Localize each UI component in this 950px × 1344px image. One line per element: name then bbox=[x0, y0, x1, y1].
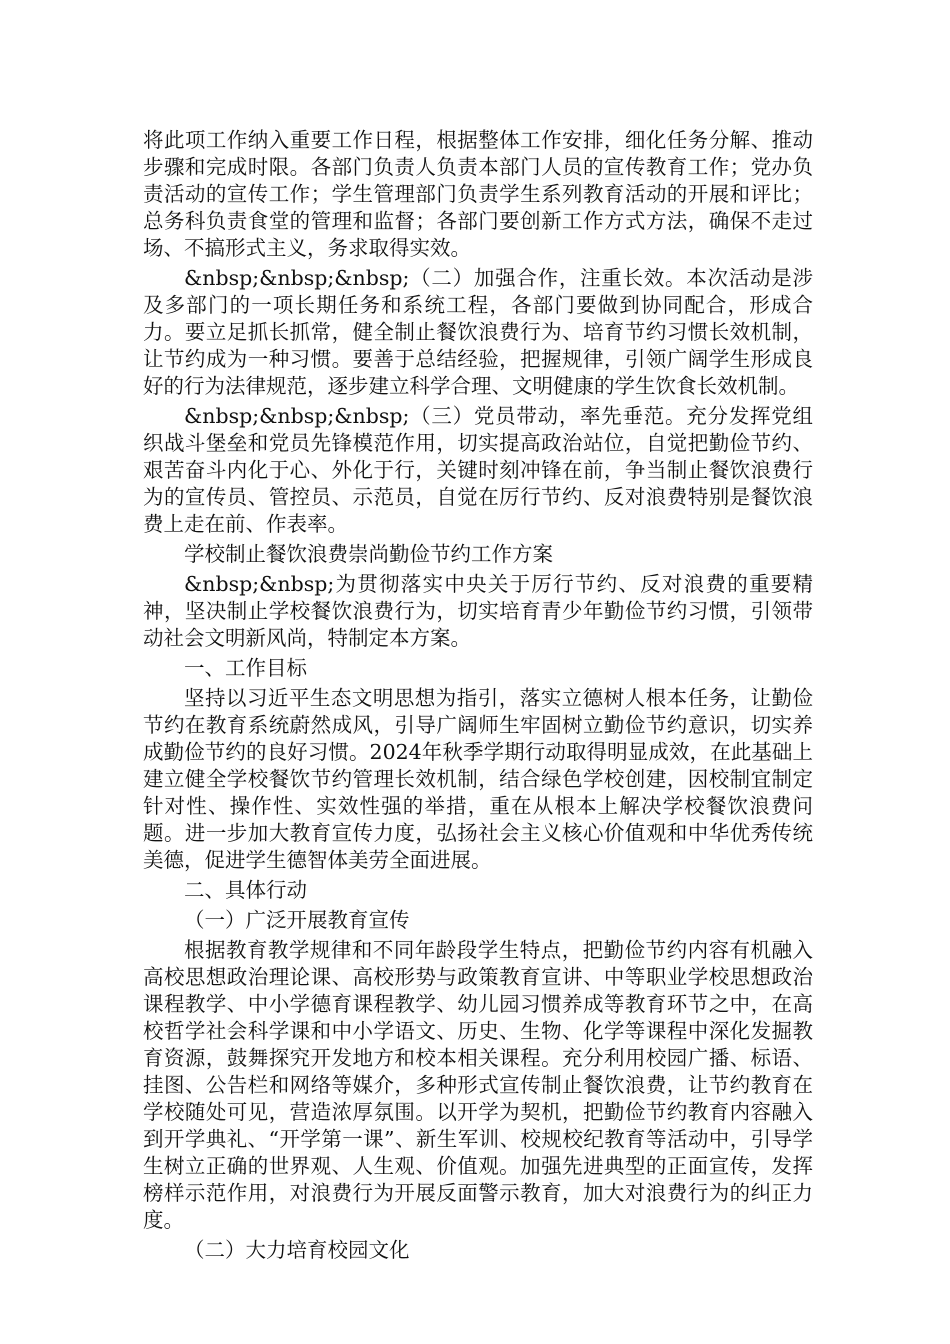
heading-work-goals: 一、工作目标 bbox=[184, 656, 307, 680]
section-title-plan: 学校制止餐饮浪费崇尚勤俭节约工作方案 bbox=[184, 542, 553, 566]
paragraph-education-publicity: 根据教育教学规律和不同年龄段学生特点，把勤俭节约内容有机融入高校思想政治理论课、高校形势与政策教育宣讲、中等职业学校思想政治课程教学、中小学德育课程教学、幼儿园习惯养成等教育环节之中，在高校哲学社会科学课和中小学语文、历史、生物、化学等课程中深化发掘教育资源，鼓舞探究开发地方和校本相关课程。充分利用校园广播、标语、挂图、公告栏和网络等媒介，多种形式宣传制止餐饮浪费，让节约教育在学校随处可见，营造浓厚氛围。以开学为契机，把勤俭节约教育内容融入到开学典礼、“开学第一课”、新生军训、校规校纪教育等活动中，引导学生树立正确的世界观、人生观、价值观。加强先进典型的正面宣传，发挥榜样示范作用，对浪费行为开展反面警示教育，加大对浪费行为的纠正力度。 bbox=[143, 938, 813, 1232]
document-body bbox=[143, 127, 813, 1264]
subheading-education-publicity: （一）广泛开展教育宣传 bbox=[184, 908, 410, 932]
heading-specific-actions: 二、具体行动 bbox=[184, 878, 307, 902]
paragraph-task-arrangement: 将此项工作纳入重要工作日程，根据整体工作安排，细化任务分解、推动步骤和完成时限。各部门负责人负责本部门人员的宣传教育工作；党办负责活动的宣传工作；学生管理部门负责学生系列教育活动的开展和评比；总务科负责食堂的管理和监督；各部门要创新工作方式方法，确保不走过场、不搞形式主义，务求取得实效。 bbox=[143, 128, 813, 260]
subheading-campus-culture: （二）大力培育校园文化 bbox=[184, 1238, 410, 1262]
paragraph-work-goals: 坚持以习近平生态文明思想为指引，落实立德树人根本任务，让勤俭节约在教育系统蔚然成风，引导广阔师生牢固树立勤俭节约意识，切实养成勤俭节约的良好习惯。2024年秋季学期行动取得明显成效，在此基础上建立健全学校餐饮节约管理长效机制，结合绿色学校创建，因校制宜制定针对性、操作性、实效性强的举措，重在从根本上解决学校餐饮浪费问题。进一步加大教育宣传力度，弘扬社会主义核心价值观和中华优秀传统美德，促进学生德智体美劳全面进展。 bbox=[143, 686, 813, 872]
paragraph-party-members: &nbsp;&nbsp;&nbsp;（三）党员带动，率先垂范。充分发挥党组织战斗堡垒和党员先锋模范作用，切实提高政治站位，自觉把勤俭节约、艰苦奋斗内化于心、外化于行，关键时刻冲锋在前，争当制止餐饮浪费行为的宣传员、管控员、示范员，自觉在厉行节约、反对浪费特别是餐饮浪费上走在前、作表率。 bbox=[143, 404, 813, 536]
paragraph-cooperation: &nbsp;&nbsp;&nbsp;（二）加强合作，注重长效。本次活动是涉及多部门的一项长期任务和系统工程，各部门要做到协同配合，形成合力。要立足抓长抓常，健全制止餐饮浪费行为、培育节约习惯长效机制，让节约成为一种习惯。要善于总结经验，把握规律，引领广阔学生形成良好的行为法律规范，逐步建立科学合理、文明健康的学生饮食长效机制。 bbox=[143, 266, 813, 398]
paragraph-plan-intro: &nbsp;&nbsp;为贯彻落实中央关于厉行节约、反对浪费的重要精神，坚决制止学校餐饮浪费行为，切实培育青少年勤俭节约习惯，引领带动社会文明新风尚，特制定本方案。 bbox=[143, 572, 813, 650]
